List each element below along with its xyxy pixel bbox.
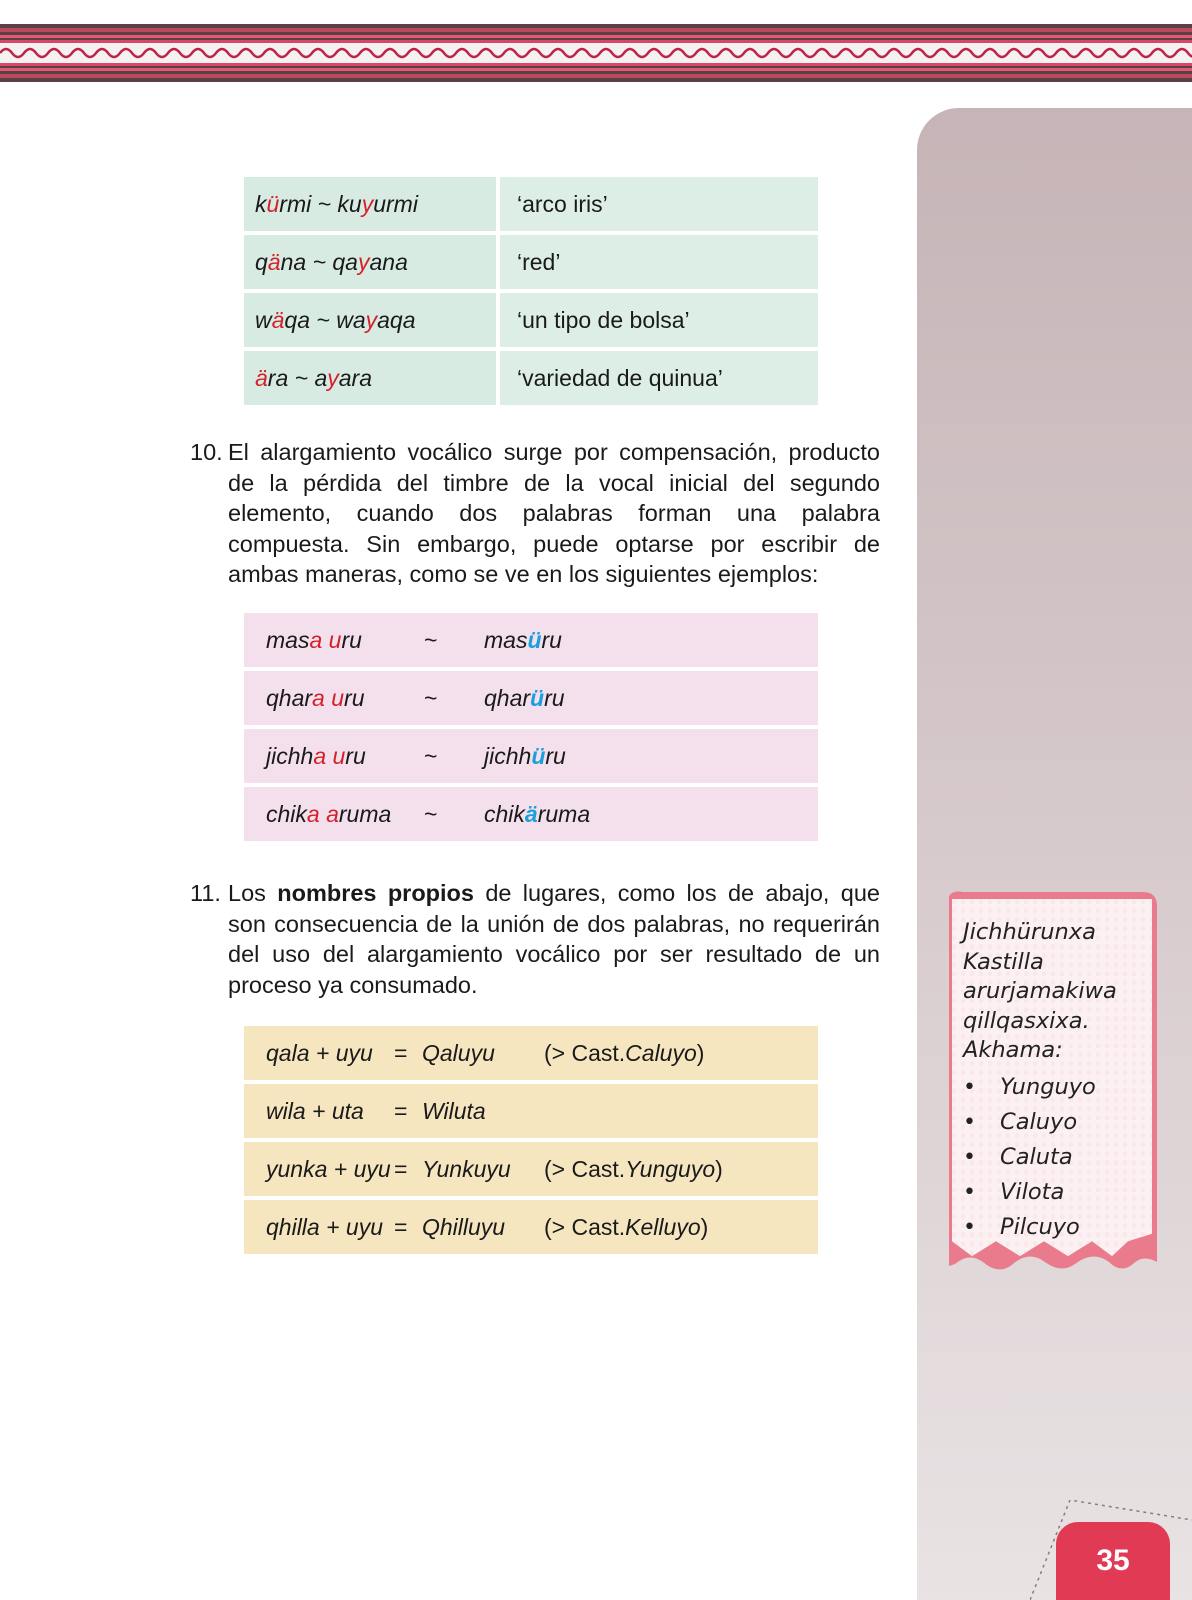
word-segment: ) [715, 1155, 723, 1182]
word-segment: rmi ~ ku [279, 190, 362, 217]
word-sum: yunka + uyu [266, 1155, 391, 1182]
word-segment: chik [484, 800, 525, 827]
word-segment: ra ~ a [267, 364, 328, 391]
word-segment: qhar [484, 684, 531, 711]
word-segment: ru [545, 742, 566, 769]
table-row [244, 1142, 818, 1196]
decorative-band [0, 24, 1192, 82]
list-item: • Vilota [963, 1175, 1153, 1210]
page-number: 35 [1056, 1522, 1170, 1600]
item-11 [190, 878, 880, 1000]
word-segment: ara [338, 364, 373, 391]
table-row [244, 1084, 818, 1138]
word-segment: y [357, 248, 370, 275]
word-segment: ruma [537, 800, 591, 827]
word-segment: ä [524, 800, 538, 827]
compound-words [244, 787, 424, 841]
word-segment: ä [267, 248, 281, 275]
word-sum: qhilla + uyu [266, 1213, 383, 1240]
aymara-word-pair [244, 235, 496, 289]
word-sum: wila + uta [266, 1097, 364, 1124]
word-segment: y [365, 306, 378, 333]
word-segment: ä [271, 306, 285, 333]
tilde-symbol: ~ [424, 684, 438, 711]
note-card [943, 890, 1161, 1284]
word-segment: ü [530, 684, 545, 711]
word-segment: a [312, 684, 325, 711]
vowel-table-2 [244, 613, 818, 845]
word-segment: u [332, 742, 346, 769]
item-text: Los nombres propios de lugares, como los de abajo, que son consecuencia de la unión de dos palabras, no requerirán del uso del alargamiento vocálico por ser resultado de un proceso ya consumado. [228, 880, 880, 998]
translation: ‘un tipo de bolsa’ [500, 293, 818, 347]
word-segment: qa ~ wa [284, 306, 366, 333]
item-number: 10. [190, 439, 223, 465]
word-segment: y [327, 364, 339, 391]
word-segment: jichh [484, 742, 532, 769]
word-sum: qala + uyu [266, 1039, 373, 1066]
table-row [244, 1200, 818, 1254]
compound-words [244, 671, 424, 725]
tilde-symbol: ~ [424, 742, 438, 769]
word-segment: ru [344, 684, 365, 711]
lengthened-word [484, 671, 565, 725]
aymara-word-pair [244, 351, 496, 405]
place-name: Wiluta [422, 1097, 486, 1124]
spanish-form [544, 1026, 704, 1080]
word-segment: ana [369, 248, 408, 275]
table-row [244, 613, 818, 667]
table-row [244, 787, 818, 841]
tilde-symbol: ~ [424, 800, 438, 827]
tilde-symbol: ~ [424, 626, 438, 653]
word-segment: ru [345, 742, 366, 769]
word-segment: u [328, 626, 342, 653]
table-row [244, 671, 818, 725]
word-segment: ru [544, 684, 565, 711]
word-segment: a [313, 742, 327, 769]
bold-term: nombres propios [277, 880, 474, 906]
word-segment: q [255, 248, 268, 275]
equals-sign: = [394, 1213, 408, 1240]
word-segment: chik [266, 800, 307, 827]
word-segment: na ~ qa [280, 248, 358, 275]
word-segment: mas [266, 626, 310, 653]
place-name: Yunkuyu [422, 1155, 511, 1182]
word-segment: ) [700, 1213, 709, 1240]
equals-sign: = [394, 1155, 408, 1182]
word-segment: w [255, 306, 272, 333]
word-segment: a [326, 800, 339, 827]
word-segment: mas [484, 626, 528, 653]
note-list [963, 1070, 1153, 1245]
word-segment: a [309, 626, 323, 653]
word-segment: Caluyo [625, 1039, 697, 1066]
equals-sign: = [394, 1097, 408, 1124]
word-segment: ruma [338, 800, 392, 827]
list-item: • Yunguyo [963, 1070, 1153, 1105]
aymara-word-pair [244, 177, 496, 231]
word-segment: qhar [266, 684, 313, 711]
vowel-table-1 [244, 177, 818, 409]
word-segment: ü [531, 742, 546, 769]
word-segment: (> Cast. [544, 1039, 626, 1066]
word-segment: a [306, 800, 320, 827]
list-item: • Pilcuyo [963, 1210, 1153, 1245]
table-row [244, 235, 818, 289]
equals-sign: = [394, 1039, 408, 1066]
word-segment: Yunguyo [625, 1155, 716, 1182]
word-segment: (> Cast. [544, 1155, 626, 1182]
place-names-table [244, 1026, 818, 1258]
word-segment: ) [696, 1039, 705, 1066]
list-item: • Caluyo [963, 1105, 1153, 1140]
lengthened-word [484, 613, 562, 667]
table-row [244, 729, 818, 783]
word-segment: ru [341, 626, 362, 653]
item-number: 11. [190, 880, 221, 906]
translation: ‘red’ [500, 235, 818, 289]
compound-words [244, 729, 424, 783]
aymara-word-pair [244, 293, 496, 347]
word-segment: aqa [377, 306, 416, 333]
table-row [244, 351, 818, 405]
word-segment: Kelluyo [625, 1213, 701, 1240]
item-text: El alargamiento vocálico surge por compensación, producto de la pérdida del timbre de la vocal inicial del segundo elemento, cuando dos palabras forman una palabra compuesta. Sin embargo, puede optarse por escribir de ambas maneras, como se ve en los siguientes ejemplos: [228, 439, 880, 587]
note-text: Jichhürunxa Kastilla arurjamakiwa qillqasxixa. Akhama: • Yunguyo • Caluyo • Caluta • Vilota • Pilcuyo [963, 918, 1153, 1245]
compound-words [244, 613, 424, 667]
word-segment: ü [527, 626, 542, 653]
lengthened-word [484, 729, 566, 783]
list-item: • Caluta [963, 1140, 1153, 1175]
spanish-form [544, 1142, 723, 1196]
word-segment: y [361, 190, 374, 217]
word-segment: k [255, 190, 267, 217]
translation: ‘arco iris’ [500, 177, 818, 231]
word-segment: ü [266, 190, 280, 217]
word-segment: (> Cast. [544, 1213, 626, 1240]
word-segment: ä [255, 364, 268, 391]
translation: ‘variedad de quinua’ [500, 351, 818, 405]
spanish-form [544, 1200, 708, 1254]
word-segment: ru [541, 626, 562, 653]
item-10 [190, 437, 880, 590]
word-segment: u [331, 684, 345, 711]
table-row [244, 177, 818, 231]
table-row [244, 1026, 818, 1080]
word-segment: jichh [266, 742, 314, 769]
place-name: Qaluyu [422, 1039, 495, 1066]
lengthened-word [484, 787, 590, 841]
word-segment: urmi [373, 190, 418, 217]
place-name: Qhilluyu [422, 1213, 506, 1240]
side-panel [917, 108, 1192, 1600]
table-row [244, 293, 818, 347]
